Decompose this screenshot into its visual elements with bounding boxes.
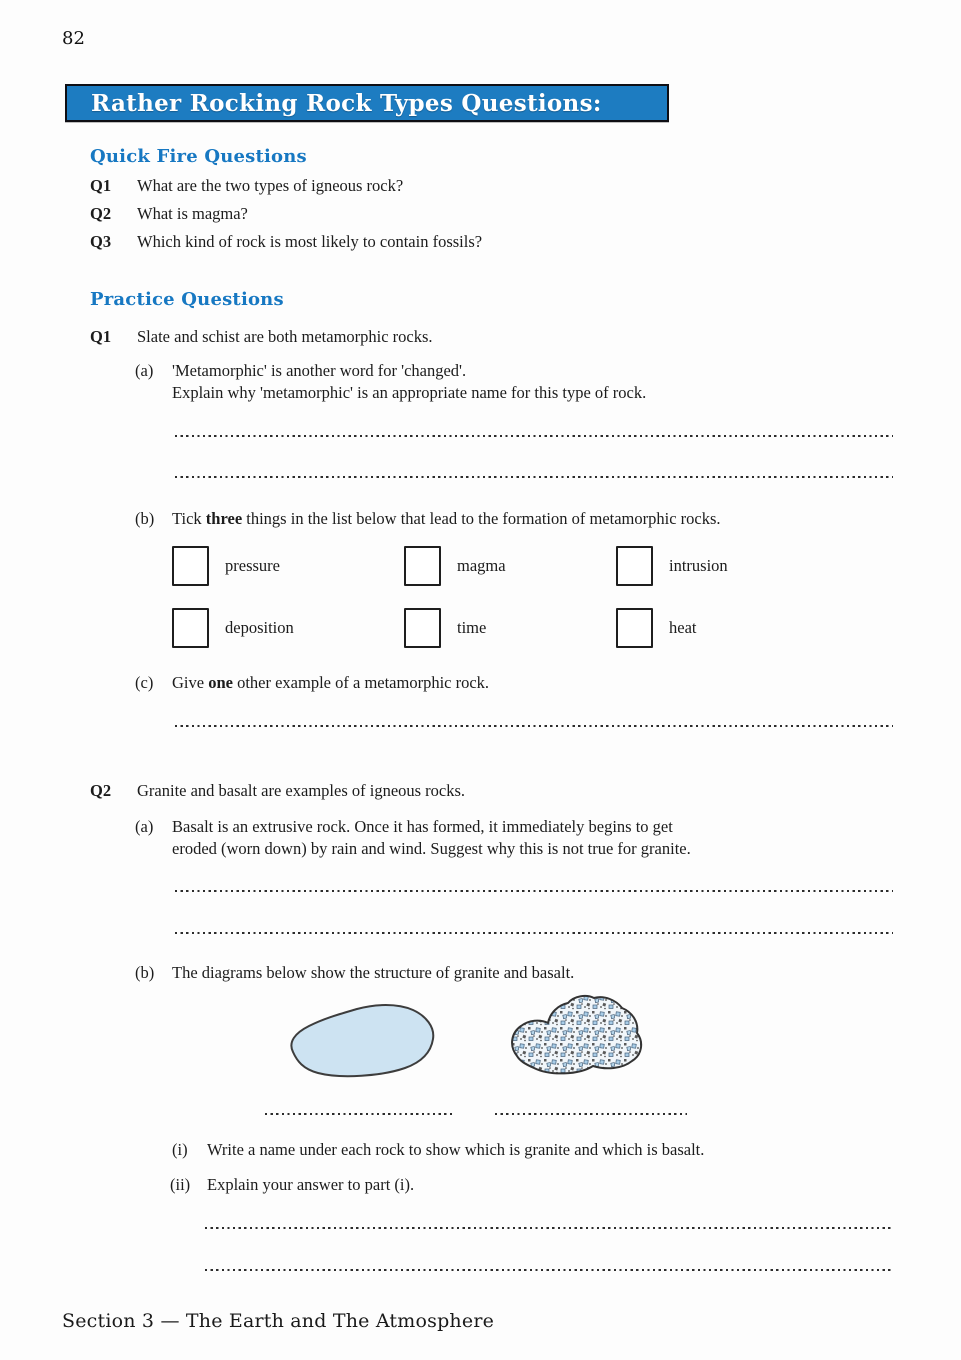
checkbox-intrusion[interactable]	[616, 546, 653, 586]
checkbox-label: time	[457, 618, 487, 637]
rock-diagram-right	[503, 994, 653, 1086]
checkbox-item-magma	[404, 546, 506, 586]
answer-dotted-line[interactable]	[175, 434, 893, 437]
checkbox-label: intrusion	[669, 556, 728, 575]
q1-part-c-pre: Give	[172, 673, 209, 692]
q2-part-i-text: Write a name under each rock to show which is granite and which is basalt.	[207, 1140, 705, 1159]
q1-part-b-bold: three	[205, 509, 243, 528]
checkbox-heat[interactable]	[616, 608, 653, 648]
q1-part-c-post: other example of a metamorphic rock.	[232, 673, 490, 692]
answer-dotted-line[interactable]	[205, 1268, 893, 1271]
question-number: Q3	[90, 232, 112, 251]
practice-heading: Practice Questions	[90, 289, 284, 310]
checkbox-item-deposition	[172, 608, 294, 648]
q1-part-a-label: (a)	[135, 361, 154, 380]
q2-part-b-text: The diagrams below show the structure of granite and basalt.	[172, 963, 575, 982]
checkbox-deposition[interactable]	[172, 608, 209, 648]
question-number: Q1	[90, 327, 112, 346]
q1-part-a-line1: 'Metamorphic' is another word for 'changed'.	[172, 361, 467, 380]
question-text: Which kind of rock is most likely to contain fossils?	[137, 232, 483, 251]
checkbox-magma[interactable]	[404, 546, 441, 586]
q2-part-ii-text: Explain your answer to part (i).	[207, 1175, 415, 1194]
checkbox-time[interactable]	[404, 608, 441, 648]
q2-part-a-line1: Basalt is an extrusive rock. Once it has formed, it immediately begins to get	[172, 817, 673, 836]
question-text: Granite and basalt are examples of igneous rocks.	[137, 781, 466, 800]
q2-part-i-label: (i)	[172, 1140, 188, 1159]
checkbox-item-time	[404, 608, 486, 648]
answer-dotted-line[interactable]	[175, 724, 893, 727]
q2-part-ii-label: (ii)	[170, 1175, 191, 1194]
checkbox-item-heat	[616, 608, 696, 648]
question-text: What are the two types of igneous rock?	[137, 176, 404, 195]
q1-part-b-post: things in the list below that lead to the formation of metamorphic rocks.	[242, 509, 721, 528]
q1-part-c-label: (c)	[135, 673, 154, 692]
page-number: 82	[62, 28, 85, 49]
section-footer: Section 3 — The Earth and The Atmosphere	[62, 1310, 495, 1332]
checkbox-label: pressure	[225, 556, 280, 575]
answer-dotted-line[interactable]	[175, 475, 893, 478]
page-title: Rather Rocking Rock Types Questions:	[91, 89, 602, 117]
rock-diagram-left	[285, 1000, 440, 1084]
q1-part-b-pre: Tick	[172, 509, 206, 528]
q1-part-c-bold: one	[208, 673, 233, 692]
question-text: Slate and schist are both metamorphic rocks.	[137, 327, 433, 346]
question-number: Q2	[90, 204, 112, 223]
question-text: What is magma?	[137, 204, 248, 223]
question-number: Q2	[90, 781, 112, 800]
answer-dotted-line[interactable]	[175, 931, 893, 934]
answer-dotted-line[interactable]	[175, 889, 893, 892]
checkbox-label: deposition	[225, 618, 294, 637]
q2-part-a-label: (a)	[135, 817, 154, 836]
rock-name-line-left[interactable]	[265, 1112, 453, 1115]
answer-dotted-line[interactable]	[205, 1226, 893, 1229]
q1-part-b-text	[172, 508, 721, 530]
question-number: Q1	[90, 176, 112, 195]
title-banner	[65, 84, 669, 122]
q1-part-c-text	[172, 672, 489, 694]
q2-part-b-label: (b)	[135, 963, 155, 982]
quick-fire-heading: Quick Fire Questions	[90, 146, 307, 167]
checkbox-pressure[interactable]	[172, 546, 209, 586]
checkbox-label: magma	[457, 556, 506, 575]
q2-part-a-line2: eroded (worn down) by rain and wind. Suggest why this is not true for granite.	[172, 839, 691, 858]
rock-name-line-right[interactable]	[495, 1112, 687, 1115]
q1-part-a-line2: Explain why 'metamorphic' is an appropriate name for this type of rock.	[172, 383, 647, 402]
checkbox-item-pressure	[172, 546, 280, 586]
checkbox-item-intrusion	[616, 546, 728, 586]
checkbox-label: heat	[669, 618, 697, 637]
q1-part-b-label: (b)	[135, 509, 155, 528]
